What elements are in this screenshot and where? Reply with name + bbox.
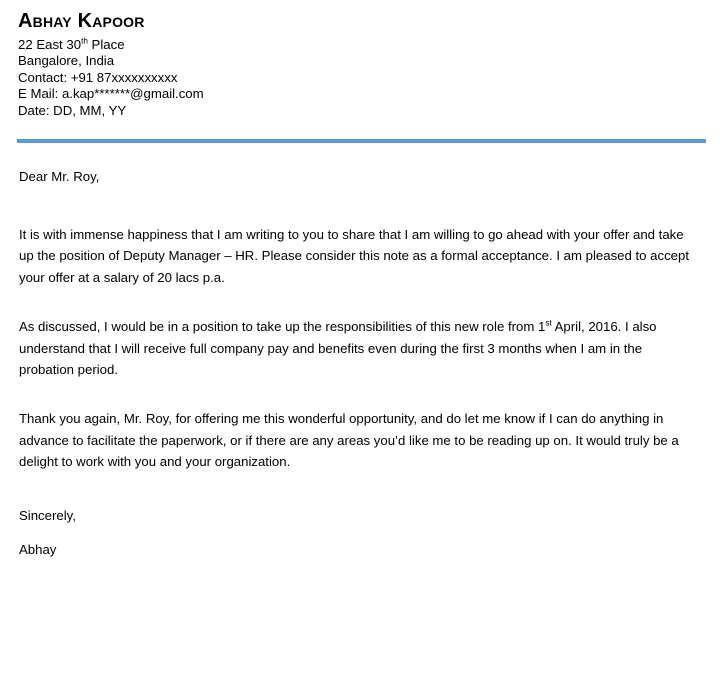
spacer-before-signature	[19, 525, 689, 541]
paragraph-2-text-before-ordinal: As discussed, I would be in a position to take up the responsibilities of this new role from 1	[19, 319, 546, 335]
spacer-after-salutation	[19, 186, 689, 224]
spacer-before-closing	[19, 473, 689, 507]
spacer-after-paragraph-1	[19, 288, 689, 316]
body-paragraph-3: Thank you again, Mr. Roy, for offering me this wonderful opportunity, and do let me know if I can do anything in advance to facilitate the paperwork, or if there are any areas you’d like me to be reading up on. It would truly be a delight to work with you and your organization.	[19, 411, 679, 470]
sender-street-address	[18, 37, 538, 53]
paragraph-2-ordinal-suffix: st	[545, 318, 552, 328]
street-address-ordinal-suffix: th	[81, 36, 88, 46]
body-paragraph-1: It is with immense happiness that I am writing to you to share that I am willing to go ahead with your offer and take up the position of Deputy Manager – HR. Please consider this note as a formal acceptance. I am pleased to accept your offer at a salary of 20 lacs p.a.	[19, 227, 690, 285]
salutation: Dear Mr. Roy,	[19, 169, 100, 184]
letter-body	[19, 168, 689, 559]
street-address-suffix: Place	[87, 37, 125, 52]
sender-phone: Contact: +91 87xxxxxxxxxx	[18, 69, 178, 85]
letterhead	[18, 11, 538, 119]
sender-email: E Mail: a.kap*******@gmail.com	[18, 86, 204, 102]
street-address-prefix: 22 East 30	[18, 37, 82, 52]
signature-name: Abhay	[19, 541, 57, 557]
sender-city-country: Bangalore, India	[18, 53, 115, 69]
body-paragraph-2	[19, 316, 689, 380]
header-divider-rule	[17, 139, 706, 143]
spacer-after-paragraph-2	[19, 380, 689, 408]
sender-name: Abhay Kapoor	[18, 10, 145, 32]
letter-date: Date: DD, MM, YY	[18, 102, 127, 118]
paragraph-2-text-after-ordinal: April, 2016. I also understand that I will receive full company pay and benefits even during the first 3 months when I am in the probation period.	[19, 319, 657, 378]
closing-salutation: Sincerely,	[19, 507, 76, 523]
